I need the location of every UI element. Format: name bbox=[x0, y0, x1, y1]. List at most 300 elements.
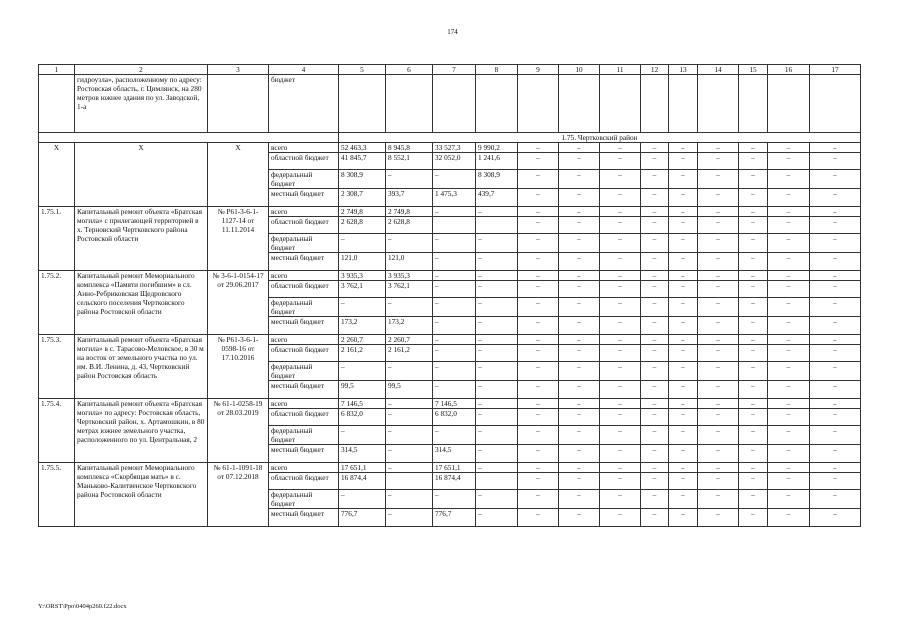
funding-source-cell: местный бюджет bbox=[269, 253, 339, 271]
funding-source-cell: областной бюджет bbox=[269, 345, 339, 362]
amount-cell: – bbox=[641, 281, 669, 298]
object-name-cell: Капитальный ремонт объекта «Братская могила» по адресу: Ростовская область, Чертковский район, х. Артамошкин, в 80 метрах южнее земельного участка, расположенного по ул. Центральная, 2 bbox=[75, 399, 208, 463]
column-number-cell: 11 bbox=[600, 65, 641, 75]
amount-cell: – bbox=[739, 234, 768, 253]
amount-cell: – bbox=[739, 170, 768, 189]
amount-cell: – bbox=[476, 509, 518, 527]
amount-cell: 8 308,9 bbox=[339, 170, 386, 189]
amount-cell: – bbox=[768, 362, 810, 381]
amount-cell: – bbox=[476, 409, 518, 426]
amount-cell: 2 749,8 bbox=[339, 207, 386, 217]
amount-cell: – bbox=[386, 170, 433, 189]
table-cell bbox=[669, 75, 698, 133]
column-number-cell: 8 bbox=[476, 65, 518, 75]
amount-cell: – bbox=[768, 189, 810, 207]
amount-cell: 173,2 bbox=[339, 317, 386, 335]
funding-source-cell: всего bbox=[269, 207, 339, 217]
amount-cell: – bbox=[739, 317, 768, 335]
amount-cell: 32 052,0 bbox=[433, 153, 476, 170]
object-name-cell: Капитальный ремонт Мемориального комплекса «Скорбящая мать» в с. Маньково-Калитвенское Чертковского района Ростовской области bbox=[75, 463, 208, 527]
amount-cell bbox=[476, 217, 518, 234]
amount-cell: – bbox=[641, 335, 669, 345]
amount-cell: – bbox=[433, 298, 476, 317]
amount-cell: 1 241,6 bbox=[476, 153, 518, 170]
amount-cell: – bbox=[518, 143, 559, 153]
amount-cell: – bbox=[768, 335, 810, 345]
amount-cell: – bbox=[698, 298, 739, 317]
amount-cell: 121,0 bbox=[386, 253, 433, 271]
funding-source-cell: местный бюджет bbox=[269, 381, 339, 399]
section-title: 1.75. Чертковский район bbox=[339, 133, 861, 143]
document-cell: № 61-1-0258-19 от 28.03.2019 bbox=[208, 399, 269, 463]
amount-cell: – bbox=[669, 335, 698, 345]
amount-cell: – bbox=[559, 234, 600, 253]
amount-cell: 2 628,8 bbox=[339, 217, 386, 234]
funding-source-cell: федеральный бюджет bbox=[269, 426, 339, 445]
amount-cell: 314,5 bbox=[433, 445, 476, 463]
amount-cell: 314,5 bbox=[339, 445, 386, 463]
amount-cell: – bbox=[559, 509, 600, 527]
amount-cell: 9 990,2 bbox=[476, 143, 518, 153]
amount-cell: – bbox=[641, 271, 669, 281]
amount-cell: – bbox=[433, 426, 476, 445]
amount-cell: – bbox=[810, 143, 861, 153]
amount-cell: 8 308,9 bbox=[476, 170, 518, 189]
amount-cell: – bbox=[810, 426, 861, 445]
amount-cell: 99,5 bbox=[386, 381, 433, 399]
document-cell: № Р61-3-6-1-0598-16 от 17.10.2016 bbox=[208, 335, 269, 399]
funding-source-cell: федеральный бюджет bbox=[269, 298, 339, 317]
amount-cell: – bbox=[698, 281, 739, 298]
amount-cell: 173,2 bbox=[386, 317, 433, 335]
funding-source-cell: местный бюджет bbox=[269, 317, 339, 335]
amount-cell: – bbox=[600, 143, 641, 153]
document-cell: № 61-1-1091-18 от 07.12.2018 bbox=[208, 463, 269, 527]
object-name-cell: Х bbox=[75, 143, 208, 207]
amount-cell: 1 475,3 bbox=[433, 189, 476, 207]
amount-cell: 8 552,1 bbox=[386, 153, 433, 170]
amount-cell: 439,7 bbox=[476, 189, 518, 207]
amount-cell: – bbox=[641, 399, 669, 409]
amount-cell: – bbox=[600, 399, 641, 409]
column-number-cell: 15 bbox=[739, 65, 768, 75]
funding-source-cell: областной бюджет bbox=[269, 473, 339, 490]
table-cell bbox=[698, 75, 739, 133]
amount-cell: – bbox=[518, 345, 559, 362]
amount-cell: – bbox=[339, 234, 386, 253]
amount-cell: – bbox=[669, 189, 698, 207]
amount-cell: – bbox=[559, 317, 600, 335]
column-number-cell: 7 bbox=[433, 65, 476, 75]
amount-cell: – bbox=[600, 271, 641, 281]
amount-cell: – bbox=[386, 409, 433, 426]
amount-cell: – bbox=[768, 253, 810, 271]
amount-cell: 99,5 bbox=[339, 381, 386, 399]
amount-cell: – bbox=[476, 362, 518, 381]
table-row bbox=[39, 335, 861, 345]
amount-cell: – bbox=[698, 170, 739, 189]
amount-cell: – bbox=[768, 345, 810, 362]
amount-cell: – bbox=[768, 426, 810, 445]
item-number-cell: 1.75.5. bbox=[39, 463, 75, 527]
funding-source-cell: местный бюджет bbox=[269, 445, 339, 463]
amount-cell: – bbox=[386, 445, 433, 463]
amount-cell: – bbox=[768, 409, 810, 426]
amount-cell: – bbox=[559, 153, 600, 170]
amount-cell: – bbox=[386, 234, 433, 253]
table-cell bbox=[810, 75, 861, 133]
amount-cell: – bbox=[810, 463, 861, 473]
amount-cell: – bbox=[768, 509, 810, 527]
amount-cell: – bbox=[476, 463, 518, 473]
amount-cell: – bbox=[518, 271, 559, 281]
amount-cell: – bbox=[600, 207, 641, 217]
amount-cell: – bbox=[600, 335, 641, 345]
amount-cell: – bbox=[339, 298, 386, 317]
amount-cell: – bbox=[641, 153, 669, 170]
amount-cell: – bbox=[698, 189, 739, 207]
amount-cell: – bbox=[433, 207, 476, 217]
amount-cell: – bbox=[768, 170, 810, 189]
amount-cell: – bbox=[669, 207, 698, 217]
amount-cell: – bbox=[559, 217, 600, 234]
amount-cell: – bbox=[518, 445, 559, 463]
funding-source-cell: всего bbox=[269, 335, 339, 345]
amount-cell: – bbox=[698, 509, 739, 527]
item-number-cell: 1.75.3. bbox=[39, 335, 75, 399]
amount-cell: – bbox=[518, 399, 559, 409]
amount-cell: – bbox=[669, 143, 698, 153]
amount-cell: 2 308,7 bbox=[339, 189, 386, 207]
amount-cell: – bbox=[698, 490, 739, 509]
amount-cell: – bbox=[518, 153, 559, 170]
amount-cell: – bbox=[698, 362, 739, 381]
funding-source-cell: всего bbox=[269, 143, 339, 153]
column-number-cell: 3 bbox=[208, 65, 269, 75]
amount-cell: – bbox=[669, 170, 698, 189]
amount-cell: – bbox=[810, 217, 861, 234]
amount-cell: – bbox=[641, 298, 669, 317]
amount-cell: – bbox=[339, 490, 386, 509]
object-name-cell: Капитальный ремонт объекта «Братская могила» в с. Тарасово-Меловское, в 30 м на восток от земельного участка по ул. им. В.И. Ленина, д. 43, Чертковский район Ростовская область bbox=[75, 335, 208, 399]
table-cell bbox=[518, 75, 559, 133]
table-cell bbox=[339, 75, 386, 133]
amount-cell: 41 845,7 bbox=[339, 153, 386, 170]
table-row bbox=[39, 463, 861, 473]
amount-cell bbox=[433, 217, 476, 234]
amount-cell: – bbox=[810, 253, 861, 271]
amount-cell: – bbox=[768, 490, 810, 509]
amount-cell: – bbox=[339, 362, 386, 381]
column-number-cell: 1 bbox=[39, 65, 75, 75]
amount-cell: – bbox=[600, 463, 641, 473]
amount-cell: 6 832,0 bbox=[339, 409, 386, 426]
amount-cell: – bbox=[768, 317, 810, 335]
amount-cell: – bbox=[559, 445, 600, 463]
amount-cell: 16 874,4 bbox=[433, 473, 476, 490]
amount-cell: – bbox=[386, 463, 433, 473]
amount-cell: – bbox=[669, 426, 698, 445]
amount-cell: – bbox=[768, 271, 810, 281]
amount-cell: – bbox=[433, 335, 476, 345]
amount-cell: – bbox=[559, 463, 600, 473]
amount-cell: – bbox=[559, 490, 600, 509]
amount-cell: 8 945,8 bbox=[386, 143, 433, 153]
amount-cell: – bbox=[669, 317, 698, 335]
amount-cell: 2 628,8 bbox=[386, 217, 433, 234]
amount-cell: – bbox=[698, 345, 739, 362]
amount-cell: – bbox=[518, 234, 559, 253]
document-cell: № Р61-3-6-1-1127-14 от 11.11.2014 bbox=[208, 207, 269, 271]
amount-cell: 776,7 bbox=[433, 509, 476, 527]
amount-cell: – bbox=[669, 234, 698, 253]
amount-cell: – bbox=[433, 170, 476, 189]
amount-cell: – bbox=[518, 473, 559, 490]
amount-cell: – bbox=[739, 345, 768, 362]
column-number-cell: 4 bbox=[269, 65, 339, 75]
amount-cell: – bbox=[600, 170, 641, 189]
item-number-cell: Х bbox=[39, 143, 75, 207]
column-number-cell: 12 bbox=[641, 65, 669, 75]
funding-source-cell: областной бюджет bbox=[269, 281, 339, 298]
amount-cell: – bbox=[559, 271, 600, 281]
amount-cell: – bbox=[518, 207, 559, 217]
page-number: 174 bbox=[447, 28, 458, 36]
amount-cell: – bbox=[386, 298, 433, 317]
amount-cell: – bbox=[669, 362, 698, 381]
amount-cell: – bbox=[810, 207, 861, 217]
amount-cell: – bbox=[641, 217, 669, 234]
amount-cell: – bbox=[739, 271, 768, 281]
amount-cell: – bbox=[600, 298, 641, 317]
amount-cell: – bbox=[698, 335, 739, 345]
amount-cell: – bbox=[600, 189, 641, 207]
amount-cell: – bbox=[518, 490, 559, 509]
amount-cell: – bbox=[433, 381, 476, 399]
amount-cell: – bbox=[739, 399, 768, 409]
amount-cell: – bbox=[768, 234, 810, 253]
amount-cell: – bbox=[476, 445, 518, 463]
table-cell bbox=[39, 75, 75, 133]
amount-cell bbox=[476, 473, 518, 490]
amount-cell: – bbox=[641, 426, 669, 445]
amount-cell: – bbox=[641, 207, 669, 217]
column-number-cell: 6 bbox=[386, 65, 433, 75]
amount-cell: – bbox=[810, 399, 861, 409]
amount-cell: – bbox=[518, 189, 559, 207]
budget-table bbox=[38, 64, 861, 527]
amount-cell: – bbox=[768, 143, 810, 153]
amount-cell: – bbox=[559, 207, 600, 217]
funding-source-cell: областной бюджет bbox=[269, 153, 339, 170]
amount-cell: – bbox=[600, 345, 641, 362]
amount-cell: – bbox=[386, 490, 433, 509]
amount-cell: – bbox=[518, 281, 559, 298]
amount-cell: – bbox=[476, 317, 518, 335]
document-cell: № 3-6-1-0154-17 от 29.06.2017 bbox=[208, 271, 269, 335]
table-row bbox=[39, 271, 861, 281]
amount-cell: – bbox=[669, 281, 698, 298]
amount-cell: – bbox=[739, 217, 768, 234]
amount-cell: – bbox=[810, 509, 861, 527]
column-number-cell: 14 bbox=[698, 65, 739, 75]
funding-source-cell: местный бюджет bbox=[269, 189, 339, 207]
table-cell bbox=[208, 75, 269, 133]
funding-source-cell: бюджет bbox=[269, 75, 339, 133]
amount-cell: – bbox=[739, 207, 768, 217]
amount-cell: – bbox=[669, 399, 698, 409]
amount-cell: – bbox=[768, 207, 810, 217]
amount-cell: – bbox=[433, 253, 476, 271]
funding-source-cell: федеральный бюджет bbox=[269, 362, 339, 381]
amount-cell: – bbox=[476, 399, 518, 409]
amount-cell: 7 146,5 bbox=[433, 399, 476, 409]
amount-cell: – bbox=[476, 381, 518, 399]
amount-cell: – bbox=[600, 362, 641, 381]
amount-cell: – bbox=[641, 509, 669, 527]
amount-cell: – bbox=[476, 490, 518, 509]
amount-cell: – bbox=[810, 170, 861, 189]
column-number-cell: 2 bbox=[75, 65, 208, 75]
funding-source-cell: всего bbox=[269, 399, 339, 409]
amount-cell: – bbox=[739, 281, 768, 298]
amount-cell: – bbox=[641, 473, 669, 490]
amount-cell: – bbox=[698, 409, 739, 426]
amount-cell: – bbox=[433, 362, 476, 381]
amount-cell: – bbox=[810, 335, 861, 345]
amount-cell: – bbox=[739, 473, 768, 490]
amount-cell: – bbox=[739, 445, 768, 463]
amount-cell: – bbox=[669, 509, 698, 527]
amount-cell: – bbox=[810, 271, 861, 281]
amount-cell: – bbox=[768, 463, 810, 473]
object-name-cell: гидроузла», расположенному по адресу: Ростовская область, г. Цимлянск, на 280 метров южнее здания по ул. Заводской, 1-а bbox=[75, 75, 208, 133]
amount-cell: – bbox=[600, 381, 641, 399]
amount-cell: – bbox=[518, 217, 559, 234]
amount-cell: – bbox=[669, 253, 698, 271]
amount-cell: – bbox=[518, 381, 559, 399]
amount-cell: – bbox=[698, 399, 739, 409]
amount-cell: – bbox=[810, 153, 861, 170]
amount-cell: – bbox=[559, 345, 600, 362]
amount-cell: – bbox=[559, 399, 600, 409]
table-cell bbox=[641, 75, 669, 133]
amount-cell: – bbox=[641, 189, 669, 207]
amount-cell: – bbox=[518, 253, 559, 271]
amount-cell: – bbox=[641, 463, 669, 473]
amount-cell: – bbox=[641, 143, 669, 153]
amount-cell: – bbox=[739, 153, 768, 170]
amount-cell: – bbox=[559, 335, 600, 345]
amount-cell: 393,7 bbox=[386, 189, 433, 207]
amount-cell: – bbox=[518, 170, 559, 189]
document-cell: Х bbox=[208, 143, 269, 207]
amount-cell: – bbox=[433, 281, 476, 298]
amount-cell: – bbox=[739, 362, 768, 381]
amount-cell: – bbox=[559, 381, 600, 399]
amount-cell: 2 260,7 bbox=[339, 335, 386, 345]
amount-cell: 2 161,2 bbox=[339, 345, 386, 362]
table-cell bbox=[600, 75, 641, 133]
amount-cell: 3 762,1 bbox=[386, 281, 433, 298]
amount-cell: – bbox=[600, 217, 641, 234]
amount-cell: – bbox=[698, 153, 739, 170]
amount-cell: – bbox=[641, 445, 669, 463]
column-number-cell: 16 bbox=[768, 65, 810, 75]
amount-cell: – bbox=[669, 217, 698, 234]
amount-cell: – bbox=[559, 362, 600, 381]
amount-cell: – bbox=[641, 317, 669, 335]
column-number-cell: 13 bbox=[669, 65, 698, 75]
amount-cell: – bbox=[476, 335, 518, 345]
amount-cell: – bbox=[810, 281, 861, 298]
amount-cell: – bbox=[600, 281, 641, 298]
amount-cell: – bbox=[698, 234, 739, 253]
amount-cell: – bbox=[739, 509, 768, 527]
amount-cell: – bbox=[433, 271, 476, 281]
amount-cell: – bbox=[641, 490, 669, 509]
amount-cell: 3 762,1 bbox=[339, 281, 386, 298]
amount-cell: – bbox=[768, 381, 810, 399]
amount-cell: – bbox=[518, 409, 559, 426]
table-cell bbox=[739, 75, 768, 133]
table-row bbox=[39, 75, 861, 133]
file-path-footer: Y:\ORST\Ppo\0404p260.f22.docx bbox=[38, 603, 127, 610]
funding-source-cell: всего bbox=[269, 271, 339, 281]
amount-cell: – bbox=[476, 281, 518, 298]
table-row bbox=[39, 399, 861, 409]
amount-cell: – bbox=[559, 170, 600, 189]
amount-cell: – bbox=[641, 234, 669, 253]
amount-cell: – bbox=[698, 253, 739, 271]
amount-cell: – bbox=[768, 281, 810, 298]
amount-cell: – bbox=[810, 298, 861, 317]
amount-cell: – bbox=[339, 426, 386, 445]
amount-cell: – bbox=[698, 381, 739, 399]
amount-cell bbox=[386, 473, 433, 490]
amount-cell: – bbox=[641, 345, 669, 362]
amount-cell: – bbox=[600, 253, 641, 271]
amount-cell: 2 161,2 bbox=[386, 345, 433, 362]
column-number-cell: 9 bbox=[518, 65, 559, 75]
table-cell bbox=[559, 75, 600, 133]
amount-cell: 17 651,1 bbox=[339, 463, 386, 473]
amount-cell: – bbox=[669, 473, 698, 490]
amount-cell: – bbox=[669, 490, 698, 509]
amount-cell: – bbox=[641, 381, 669, 399]
funding-source-cell: областной бюджет bbox=[269, 217, 339, 234]
amount-cell: – bbox=[600, 153, 641, 170]
amount-cell: – bbox=[600, 409, 641, 426]
amount-cell: – bbox=[739, 381, 768, 399]
item-number-cell: 1.75.1. bbox=[39, 207, 75, 271]
column-number-cell: 5 bbox=[339, 65, 386, 75]
amount-cell: – bbox=[810, 362, 861, 381]
amount-cell: – bbox=[768, 298, 810, 317]
amount-cell: – bbox=[433, 490, 476, 509]
amount-cell: – bbox=[698, 463, 739, 473]
amount-cell: – bbox=[476, 207, 518, 217]
item-number-cell: 1.75.4. bbox=[39, 399, 75, 463]
amount-cell: – bbox=[386, 399, 433, 409]
amount-cell: – bbox=[768, 473, 810, 490]
amount-cell: – bbox=[810, 317, 861, 335]
amount-cell: – bbox=[559, 409, 600, 426]
funding-source-cell: местный бюджет bbox=[269, 509, 339, 527]
amount-cell: – bbox=[768, 445, 810, 463]
table-cell bbox=[433, 75, 476, 133]
amount-cell: – bbox=[669, 345, 698, 362]
